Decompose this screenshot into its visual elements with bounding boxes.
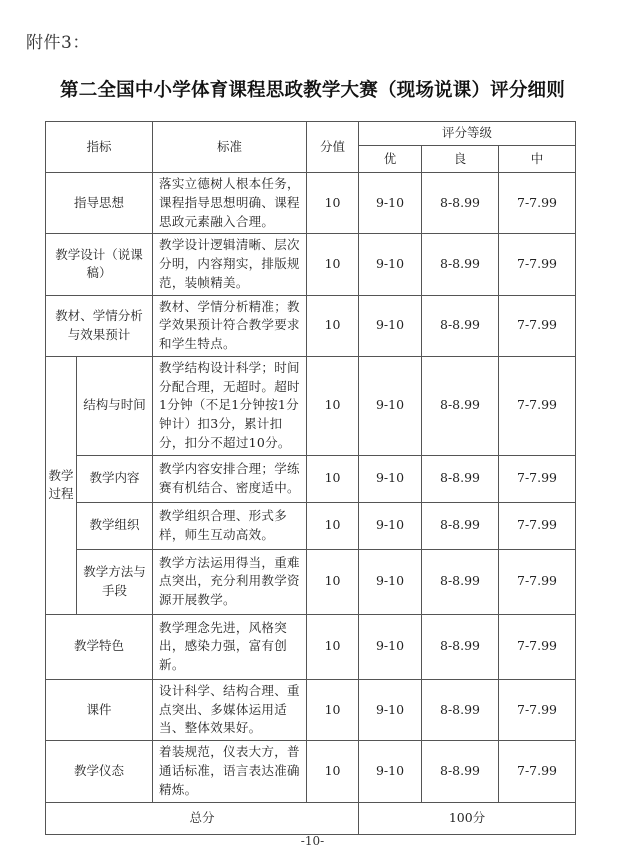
row-score: 10 <box>307 356 359 455</box>
row-standard: 教学设计逻辑清晰、层次分明，内容翔实，排版规范，装帧精美。 <box>153 234 307 295</box>
row-indicator: 结构与时间 <box>77 356 153 455</box>
row-indicator: 教学组织 <box>77 502 153 549</box>
row-good: 8-8.99 <box>422 356 499 455</box>
table-row <box>46 741 576 803</box>
scoring-table <box>45 121 576 835</box>
row-score: 10 <box>307 295 359 356</box>
row-excellent: 9-10 <box>359 356 422 455</box>
row-good: 8-8.99 <box>422 173 499 234</box>
attachment-label: 附件3： <box>26 33 90 53</box>
row-score: 10 <box>307 741 359 803</box>
header-row <box>46 122 576 146</box>
table-row <box>46 502 576 549</box>
row-score: 10 <box>307 455 359 502</box>
header-grade-good: 良 <box>422 146 499 173</box>
row-medium: 7-7.99 <box>499 502 576 549</box>
row-good: 8-8.99 <box>422 614 499 679</box>
header-score: 分值 <box>307 122 359 173</box>
row-medium: 7-7.99 <box>499 356 576 455</box>
table-row <box>46 614 576 679</box>
header-grade-medium: 中 <box>499 146 576 173</box>
row-excellent: 9-10 <box>359 679 422 740</box>
table-row <box>46 295 576 356</box>
header-standard: 标准 <box>153 122 307 173</box>
row-score: 10 <box>307 679 359 740</box>
row-standard: 教学结构设计科学；时间分配合理，无超时。超时1分钟（不足1分钟按1分钟计）扣3分，累计扣分，扣分不超过10分。 <box>153 356 307 455</box>
row-excellent: 9-10 <box>359 502 422 549</box>
row-medium: 7-7.99 <box>499 173 576 234</box>
row-indicator: 教学内容 <box>77 455 153 502</box>
row-excellent: 9-10 <box>359 614 422 679</box>
row-excellent: 9-10 <box>359 295 422 356</box>
header-indicator: 指标 <box>46 122 153 173</box>
row-medium: 7-7.99 <box>499 455 576 502</box>
row-medium: 7-7.99 <box>499 234 576 295</box>
row-good: 8-8.99 <box>422 295 499 356</box>
total-label: 总分 <box>46 803 359 835</box>
page-number: -10- <box>300 834 325 848</box>
row-good: 8-8.99 <box>422 234 499 295</box>
row-excellent: 9-10 <box>359 234 422 295</box>
row-excellent: 9-10 <box>359 173 422 234</box>
group-teaching-process: 教学过程 <box>46 356 77 614</box>
row-indicator: 教学仪态 <box>46 741 153 803</box>
row-standard: 教学内容安排合理；学练赛有机结合、密度适中。 <box>153 455 307 502</box>
document-title: 第二全国中小学体育课程思政教学大赛（现场说课）评分细则 <box>60 80 565 101</box>
row-excellent: 9-10 <box>359 549 422 614</box>
row-indicator: 课件 <box>46 679 153 740</box>
row-good: 8-8.99 <box>422 455 499 502</box>
row-indicator: 教学设计（说课稿） <box>46 234 153 295</box>
row-standard: 着装规范，仪表大方，普通话标准，语言表达准确精炼。 <box>153 741 307 803</box>
row-medium: 7-7.99 <box>499 679 576 740</box>
row-medium: 7-7.99 <box>499 549 576 614</box>
table-row <box>46 173 576 234</box>
total-value: 100分 <box>359 803 576 835</box>
row-standard: 落实立德树人根本任务，课程指导思想明确、课程思政元素融入合理。 <box>153 173 307 234</box>
row-score: 10 <box>307 234 359 295</box>
row-standard: 教学方法运用得当，重难点突出，充分利用教学资源开展教学。 <box>153 549 307 614</box>
table-row <box>46 234 576 295</box>
header-grade-excellent: 优 <box>359 146 422 173</box>
row-standard: 教学理念先进，风格突出，感染力强，富有创新。 <box>153 614 307 679</box>
header-grade-group: 评分等级 <box>359 122 576 146</box>
row-good: 8-8.99 <box>422 502 499 549</box>
row-score: 10 <box>307 173 359 234</box>
row-score: 10 <box>307 549 359 614</box>
row-indicator: 教学特色 <box>46 614 153 679</box>
row-standard: 教学组织合理、形式多样，师生互动高效。 <box>153 502 307 549</box>
table-row <box>46 356 576 455</box>
row-score: 10 <box>307 502 359 549</box>
row-excellent: 9-10 <box>359 741 422 803</box>
row-good: 8-8.99 <box>422 679 499 740</box>
row-score: 10 <box>307 614 359 679</box>
row-indicator: 教材、学情分析与效果预计 <box>46 295 153 356</box>
table-row <box>46 679 576 740</box>
total-row <box>46 803 576 835</box>
row-indicator: 教学方法与手段 <box>77 549 153 614</box>
row-medium: 7-7.99 <box>499 741 576 803</box>
table-row <box>46 455 576 502</box>
row-good: 8-8.99 <box>422 549 499 614</box>
table-row <box>46 549 576 614</box>
row-good: 8-8.99 <box>422 741 499 803</box>
row-standard: 教材、学情分析精准；教学效果预计符合教学要求和学生特点。 <box>153 295 307 356</box>
row-medium: 7-7.99 <box>499 295 576 356</box>
row-medium: 7-7.99 <box>499 614 576 679</box>
row-indicator: 指导思想 <box>46 173 153 234</box>
row-excellent: 9-10 <box>359 455 422 502</box>
row-standard: 设计科学、结构合理、重点突出、多媒体运用适当、整体效果好。 <box>153 679 307 740</box>
